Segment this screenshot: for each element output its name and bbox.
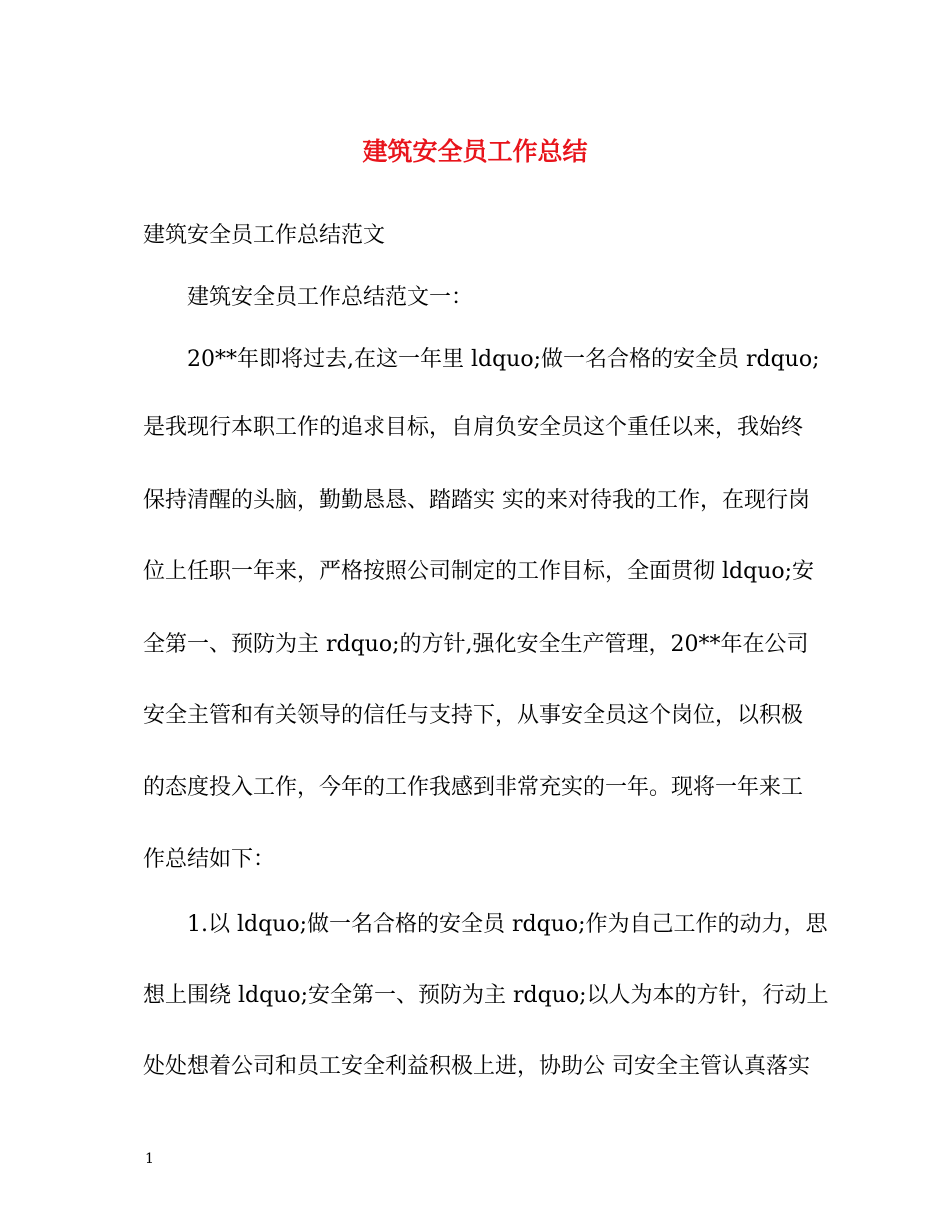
list-item-line: 处处想着公司和员工安全利益积极上进，协助公 司安全主管认真落实 — [143, 1054, 810, 1079]
section-heading: 建筑安全员工作总结范文一： — [187, 285, 474, 310]
paragraph-line: 20**年即将过去,在这一年里 ldquo;做一名合格的安全员 rdquo; — [187, 347, 820, 372]
list-item-line: 想上围绕 ldquo;安全第一、预防为主 rdquo;以人为本的方针，行动上 — [143, 983, 829, 1008]
paragraph-line: 是我现行本职工作的追求目标，自肩负安全员这个重任以来，我始终 — [143, 415, 804, 440]
paragraph-line: 保持清醒的头脑，勤勤恳恳、踏踏实 实的来对待我的工作，在现行岗 — [143, 488, 810, 513]
paragraph-line: 安全主管和有关领导的信任与支持下，从事安全员这个岗位，以积极 — [143, 703, 804, 728]
document-subtitle: 建筑安全员工作总结范文 — [143, 223, 386, 248]
paragraph-line: 的态度投入工作，今年的工作我感到非常充实的一年。现将一年来工 — [143, 775, 804, 800]
document-title: 建筑安全员工作总结 — [362, 137, 588, 166]
paragraph-line: 位上任职一年来，严格按照公司制定的工作目标，全面贯彻 ldquo;安 — [143, 559, 815, 584]
paragraph-line: 全第一、预防为主 rdquo;的方针,强化安全生产管理，20**年在公司 — [143, 632, 809, 657]
list-item-line: 1.以 ldquo;做一名合格的安全员 rdquo;作为自己工作的动力，思 — [187, 912, 828, 937]
paragraph-line: 作总结如下： — [143, 847, 276, 872]
page-number: 1 — [145, 1151, 154, 1167]
